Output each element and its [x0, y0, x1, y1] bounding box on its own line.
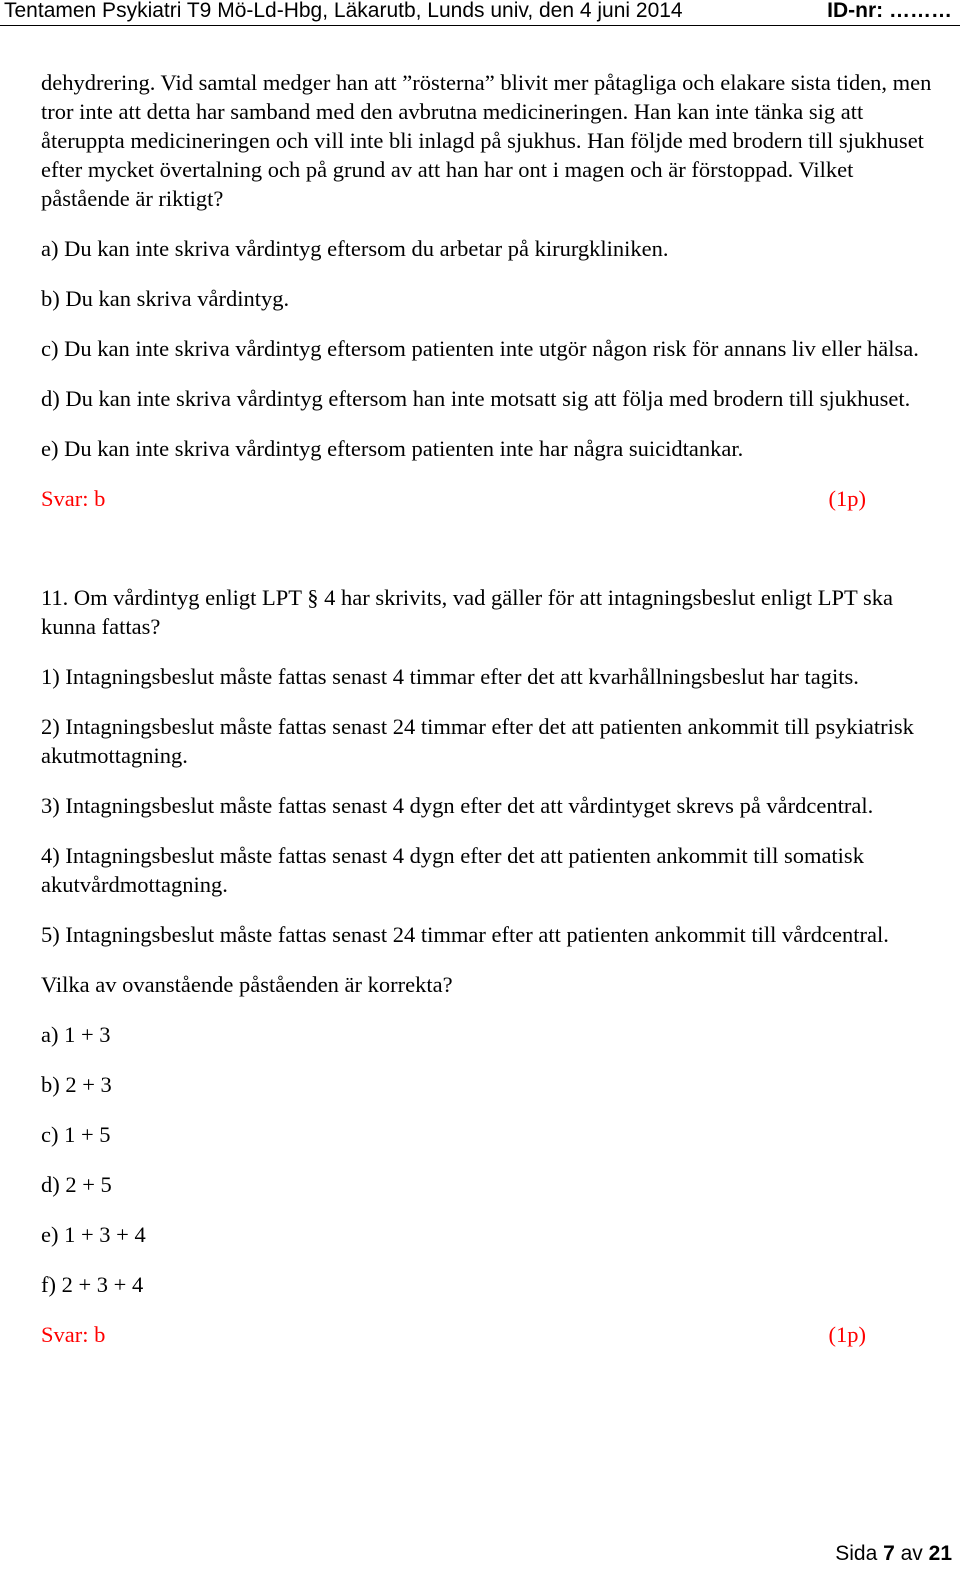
question-11-option-f: f) 2 + 3 + 4 [41, 1272, 144, 1297]
footer-page-number: 7 [883, 1542, 895, 1565]
footer-total-pages: 21 [928, 1542, 952, 1565]
question-11-option-e: e) 1 + 3 + 4 [41, 1222, 146, 1247]
page-footer [835, 1542, 952, 1566]
footer-middle: av [894, 1542, 929, 1565]
header-title: Tentamen Psykiatri T9 Mö-Ld-Hbg, Läkarutb, Lunds univ, den 4 juni 2014 [4, 0, 683, 22]
header-id-label: ID-nr: ……… [827, 0, 952, 22]
question-10-option-d: d) Du kan inte skriva vårdintyg eftersom han inte motsatt sig att följa med brodern till sjukhuset. [41, 386, 911, 411]
question-10-option-e: e) Du kan inte skriva vårdintyg eftersom patienten inte har några suicidtankar. [41, 436, 744, 461]
question-10-answer: Svar: b [41, 486, 106, 511]
question-11-answer-line [41, 1320, 866, 1349]
header-divider [0, 25, 960, 26]
document-body [41, 68, 946, 1349]
question-11-statement-3: 3) Intagningsbeslut måste fattas senast 4 dygn efter det att vårdintyget skrevs på vårdcentral. [41, 793, 874, 818]
question-10-points: (1p) [828, 486, 866, 511]
question-11-option-b: b) 2 + 3 [41, 1072, 112, 1097]
question-10-text: dehydrering. Vid samtal medger han att ”rösterna” blivit mer påtagliga och elakare sista tiden, men tror inte att detta har samband med den avbrutna medicineringen. Han kan inte tänka sig att återuppta medicineringen och vill inte bli inlagd på sjukhus. Han följde med brodern till sjukhuset efter mycket övertalning och på grund av att han har ont i magen och är förstoppad. Vilket påstående är riktigt? [41, 70, 932, 211]
question-11-statement-5: 5) Intagningsbeslut måste fattas senast 24 timmar efter att patienten ankommit till vårdcentral. [41, 922, 889, 947]
question-10-option-b: b) Du kan skriva vårdintyg. [41, 286, 290, 311]
question-11-option-a: a) 1 + 3 [41, 1022, 111, 1047]
question-10-answer-line [41, 484, 866, 513]
page-header [0, 0, 960, 26]
question-11-statement-1: 1) Intagningsbeslut måste fattas senast 4 timmar efter det att kvarhållningsbeslut har tagits. [41, 664, 859, 689]
question-11-text: 11. Om vårdintyg enligt LPT § 4 har skrivits, vad gäller för att intagningsbeslut enligt LPT ska kunna fattas? [41, 585, 893, 639]
question-10-option-a: a) Du kan inte skriva vårdintyg eftersom du arbetar på kirurgkliniken. [41, 236, 669, 261]
question-11-points: (1p) [828, 1322, 866, 1347]
question-11-answer: Svar: b [41, 1322, 106, 1347]
question-11-option-d: d) 2 + 5 [41, 1172, 112, 1197]
question-11-statement-2: 2) Intagningsbeslut måste fattas senast 24 timmar efter det att patienten ankommit till psykiatrisk akutmottagning. [41, 714, 914, 768]
footer-prefix: Sida [835, 1542, 884, 1565]
question-11-option-c: c) 1 + 5 [41, 1122, 111, 1147]
question-11-prompt: Vilka av ovanstående påståenden är korrekta? [41, 972, 453, 997]
question-11-statement-4: 4) Intagningsbeslut måste fattas senast 4 dygn efter det att patienten ankommit till somatisk akutvårdmottagning. [41, 843, 864, 897]
question-10-option-c: c) Du kan inte skriva vårdintyg eftersom patienten inte utgör någon risk för annans liv eller hälsa. [41, 336, 919, 361]
